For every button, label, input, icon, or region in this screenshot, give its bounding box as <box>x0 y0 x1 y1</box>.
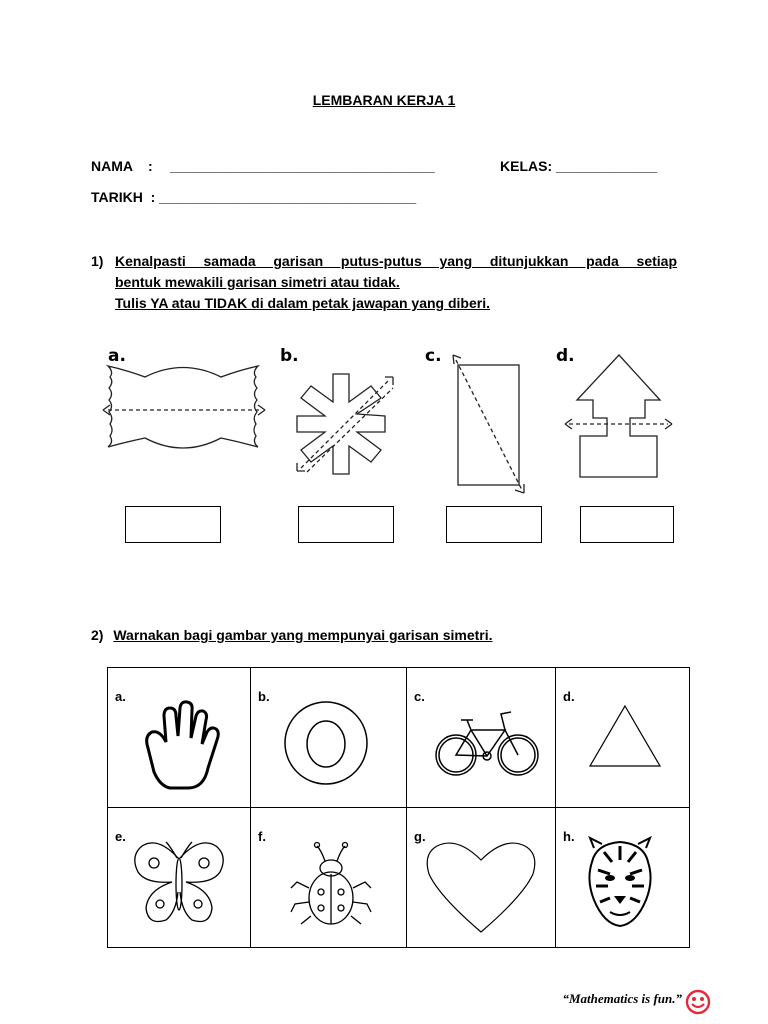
footer-quote: “Mathematics is fun.” <box>562 991 682 1006</box>
nama-field[interactable]: __________________________________ <box>170 158 435 174</box>
butterfly-icon <box>108 808 250 947</box>
cell-letter: c. <box>414 689 425 704</box>
grid-row <box>108 668 690 808</box>
page-title: LEMBARAN KERJA 1 <box>312 92 456 108</box>
question-2-number: 2) <box>91 627 104 643</box>
grid-cell-e[interactable] <box>108 808 251 948</box>
grid-cell-f[interactable] <box>251 808 407 948</box>
question-2-instruction: Warnakan bagi gambar yang mempunyai garisan simetri. <box>113 627 493 643</box>
hand-icon <box>108 668 250 807</box>
answer-box-a[interactable] <box>125 506 221 543</box>
rectangle-icon <box>453 355 524 493</box>
question-1-line-3: Tulis YA atau TIDAK di dalam petak jawapan yang diberi. <box>115 295 490 311</box>
arrow-up-icon <box>565 355 672 477</box>
heart-icon <box>407 808 555 947</box>
question-1 <box>91 253 677 323</box>
grid-cell-h[interactable] <box>556 808 690 948</box>
question-2 <box>91 627 493 643</box>
cell-letter: f. <box>258 829 266 844</box>
grid-row <box>108 808 690 948</box>
question-1-line-2: bentuk mewakili garisan simetri atau tidak. <box>115 274 400 290</box>
grid-cell-b[interactable] <box>251 668 407 808</box>
grid-cell-c[interactable] <box>407 668 556 808</box>
answer-box-b[interactable] <box>298 506 394 543</box>
shape-d-label: d. <box>556 346 575 366</box>
cell-letter: d. <box>563 689 575 704</box>
bicycle-icon <box>407 668 555 807</box>
kelas-field[interactable]: KELAS: _____________ <box>500 158 658 174</box>
tiger-icon <box>556 808 689 947</box>
cell-letter: g. <box>414 829 426 844</box>
tarikh-field[interactable]: TARIKH : _________________________________ <box>91 189 417 205</box>
shape-b-label: b. <box>280 346 299 366</box>
triangle-icon <box>556 668 689 807</box>
ladybug-icon <box>251 808 406 947</box>
cell-letter: e. <box>115 829 126 844</box>
candy-icon <box>103 366 265 448</box>
shape-c-label: c. <box>425 346 442 366</box>
shapes-figure <box>0 340 768 510</box>
grid-cell-a[interactable] <box>108 668 251 808</box>
question-1-line-1: Kenalpasti samada garisan putus-putus yang ditunjukkan pada setiap <box>115 253 677 269</box>
cell-letter: b. <box>258 689 270 704</box>
grid-cell-d[interactable] <box>556 668 690 808</box>
question-1-number: 1) <box>91 253 104 269</box>
asterisk-star-icon <box>297 374 393 474</box>
ring-icon <box>251 668 406 807</box>
smiley-icon <box>685 989 711 1015</box>
cell-letter: a. <box>115 689 126 704</box>
shape-a-label: a. <box>108 346 126 366</box>
cell-letter: h. <box>563 829 575 844</box>
answer-box-d[interactable] <box>580 506 674 543</box>
grid-cell-g[interactable] <box>407 808 556 948</box>
nama-label: NAMA : <box>91 158 153 174</box>
answer-box-c[interactable] <box>446 506 542 543</box>
picture-grid <box>107 667 690 948</box>
